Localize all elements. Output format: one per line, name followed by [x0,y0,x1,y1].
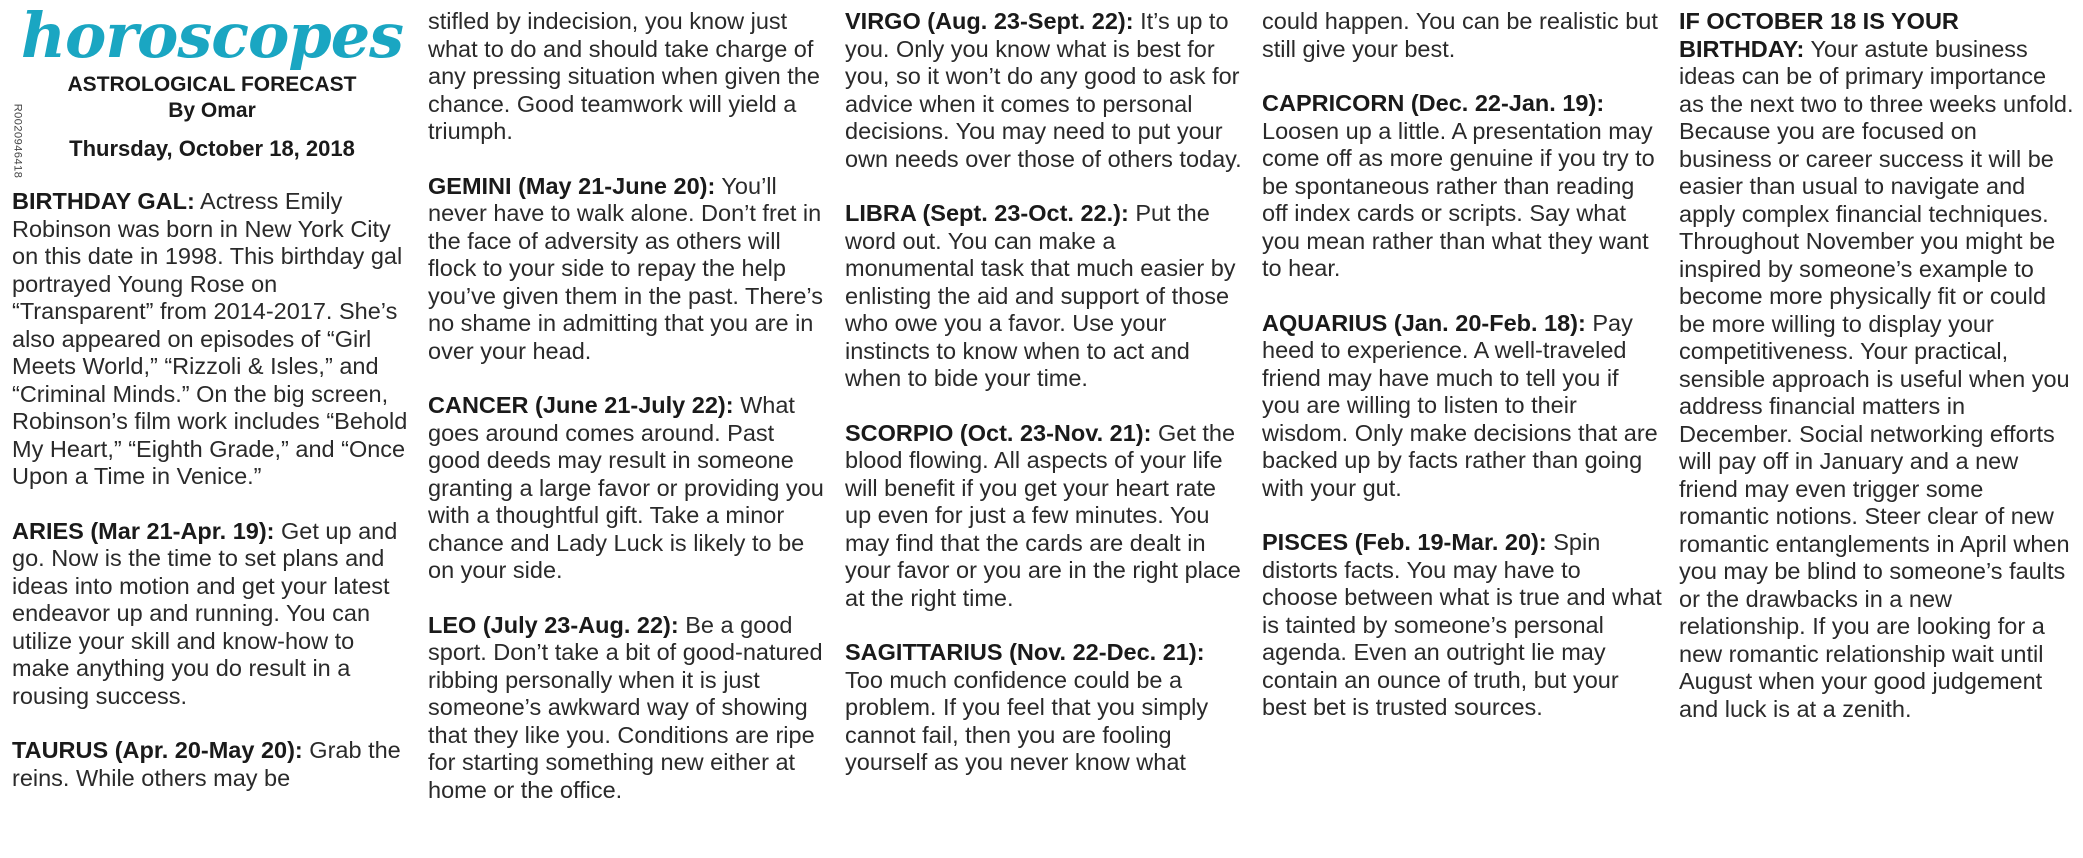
entry-heading: LIBRA (Sept. 23-Oct. 22.): [845,200,1129,226]
entry-pisces [1262,529,1662,722]
entry-birthday-gal [12,188,412,491]
entry-text: Pay heed to experience. A well-traveled friend may have much to tell you if you are willing to listen to their wisdom. Only make decisions that are backed up by facts rather than going with your gut. [1262,309,1658,501]
entry-libra [845,200,1245,393]
forecast-heading: ASTROLOGICAL FORECAST [67,73,357,96]
entry-virgo [845,8,1245,173]
entry-capricorn [1262,90,1662,283]
entry-aquarius [1262,310,1662,503]
entry-text: Too much confidence could be a problem. If you feel that you simply cannot fail, then you are fooling yourself as you never know what [845,666,1209,775]
entry-text: stifled by indecision, you know just what to do and should take charge of any pressing situation when given the chance. Good teamwork will yield a triumph. [428,8,820,144]
entry-heading: LEO (July 23-Aug. 22): [428,611,679,638]
entry-text: could happen. You can be realistic but still give your best. [1262,8,1658,62]
entry-text: Grab the reins. While others may be [12,737,401,791]
entry-scorpio [845,420,1245,613]
entry-heading: GEMINI (May 21-June 20): [428,172,716,199]
byline: By Omar [168,99,256,122]
entry-heading: ARIES (Mar 21-Apr. 19): [12,517,275,544]
publish-date: Thursday, October 18, 2018 [69,136,355,161]
entry-taurus [12,737,412,792]
entry-text: Get up and go. Now is the time to set plans and ideas into motion and get your latest endeavor up and running. You can utilize your skill and know-how to make anything you do result in a rousing success. [12,517,398,709]
entry-leo [428,612,828,805]
entry-heading: AQUARIUS (Jan. 20-Feb. 18): [1262,309,1586,336]
entry-text: You’ll never have to walk alone. Don’t fret in the face of adversity as others will flock to your side to repay the help you’ve given them in the past. There’s no shame in admitting that you are in over your head. [428,172,823,364]
entry-heading: CANCER (June 21-July 22): [428,392,734,418]
entry-sagittarius [845,639,1245,777]
horoscopes-logo: horoscopes [20,0,404,72]
masthead [12,0,412,164]
entry-aries [12,518,412,711]
entry-heading: PISCES (Feb. 19-Mar. 20): [1262,529,1547,555]
entry-text: Actress Emily Robinson was born in New York City on this date in 1998. This birthday gal portrayed Young Rose on “Transparent” from 2014-2017. She’s also appeared on episodes of “Girl Meets World,” “Rizzoli & Isles,” and “Criminal Minds.” On the big screen, Robinson’s film work includes “Behold My Heart,” “Eighth Grade,” and “Once Upon a Time in Venice.” [12,188,408,489]
entry-text: It’s up to you. Only you know what is best for you, so it won’t do any good to ask for advice when it comes to personal decisions. You may need to put your own needs over those of others today. [845,8,1242,172]
entry-heading: CAPRICORN (Dec. 22-Jan. 19): [1262,90,1605,116]
entry-cancer [428,392,828,585]
entry-text: Be a good sport. Don’t take a bit of good-natured ribbing personally when it is just someone’s awkward way of showing that they like you. Conditions are ripe for starting something new either at home or the office. [428,611,823,803]
column-5 [1679,8,2074,750]
entry-text: Loosen up a little. A presentation may come off as more genuine if you try to be spontaneous rather than reading off index cards or scripts. Say what you mean rather than what they want to hear. [1262,117,1655,281]
entry-text: Get the blood flowing. All aspects of your life will benefit if you get your heart rate up even for just a few minutes. You may find that the cards are dealt in your favor or you are in the right place at the right time. [845,419,1241,611]
column-3 [845,8,1245,804]
entry-heading: BIRTHDAY GAL: [12,188,195,214]
entry-heading: SAGITTARIUS (Nov. 22-Dec. 21): [845,639,1205,665]
entry-gemini [428,173,828,366]
entry-heading: SCORPIO (Oct. 23-Nov. 21): [845,419,1152,446]
entry-heading: IF OCTOBER 18 IS YOUR BIRTHDAY: [1679,8,1959,62]
entry-heading: TAURUS (Apr. 20-May 20): [12,737,303,763]
column-4 [1262,8,1662,749]
entry-sagittarius-continued [1262,8,1662,63]
entry-heading: VIRGO (Aug. 23-Sept. 22): [845,8,1134,34]
side-code: R0020946418 [11,103,24,179]
entry-text: Spin distorts facts. You may have to choose between what is true and what is tainted by someone’s personal agenda. Even an outright lie may contain an ounce of truth, but your best bet is trusted sources. [1262,529,1662,720]
entry-text: Put the word out. You can make a monumental task that much easier by enlisting the aid and support of those who owe you a favor. Use your instincts to know when to act and when to bide your time. [845,200,1236,391]
entry-text: What goes around comes around. Past good deeds may result in someone granting a large favor or providing you with a thoughtful gift. Take a minor chance and Lady Luck is likely to be on your side. [428,392,824,583]
column-1 [12,0,412,819]
column-2 [428,8,828,831]
entry-text: Your astute business ideas can be of primary importance as the next two to three weeks unfold. Because you are focused on business or career success it will be easier than usual to navigate and apply complex financial techniques. Throughout November you might be inspired by someone’s example to become more physically fit or could be more willing to display your competitiveness. Your practical, sensible approach is useful when you address financial matters in December. Social networking efforts will pay off in January and a new friend may even trigger some romantic notions. Steer clear of new romantic entanglements in April when you may be blind to someone’s faults or the drawbacks in a new relationship. If you are looking for a new romantic relationship wait until August when your good judgement and luck is at a zenith. [1679,35,2074,722]
entry-taurus-continued [428,8,828,146]
entry-your-birthday [1679,8,2074,723]
